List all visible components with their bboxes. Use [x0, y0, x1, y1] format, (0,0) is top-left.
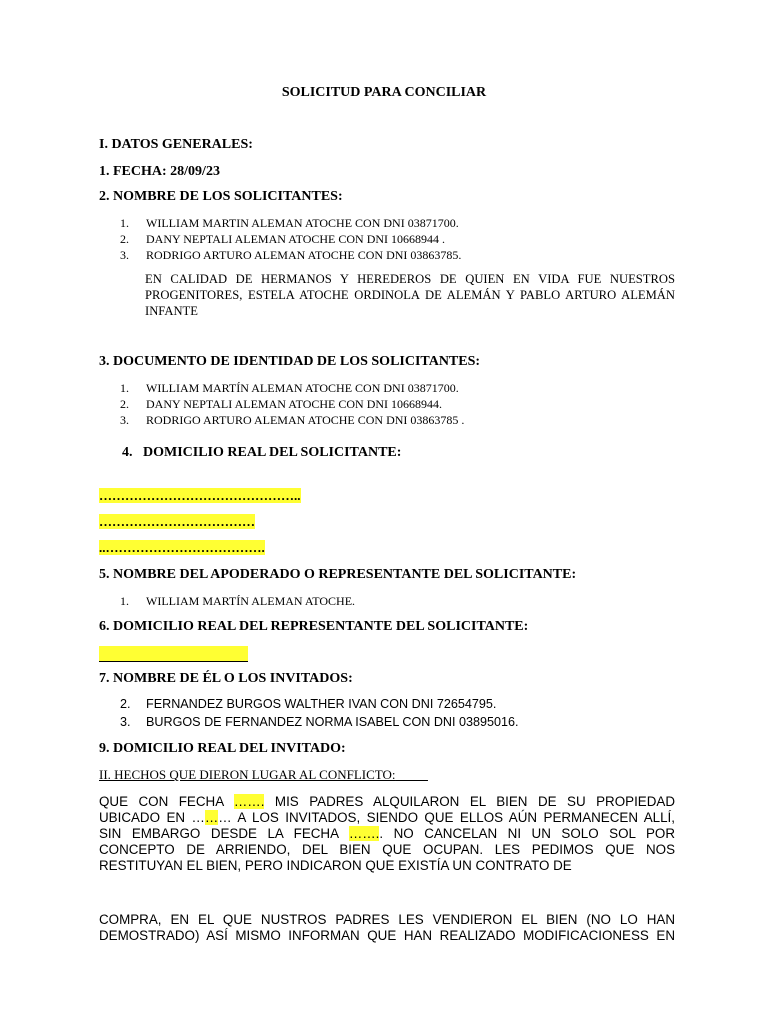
paragraph-line: UBICADO EN ……… A LOS INVITADOS, SIENDO QUE ELLOS AÚN PERMANECEN ALLÍ,	[99, 810, 675, 825]
paragraph-line: QUE CON FECHA ……. MIS PADRES ALQUILARON EL BIEN DE SU PROPIEDAD	[99, 794, 676, 809]
domicilio-blank-line: ..……………………………….	[99, 540, 265, 555]
domicilio-blank-line: ………………………………………..	[99, 488, 301, 503]
document-page: SOLICITUD PARA CONCILIAR I. DATOS GENERALES: 1. FECHA: 28/09/23 2. NOMBRE DE LOS SOLICITANTES: 1. WILLIAM MARTIN ALEMAN ATOCHE CON DNI 03871700. 2. DANY NEPTALI ALEMAN ATOCHE CON DNI 10668944 . 3. RODRIGO ARTURO ALEMAN ATOCHE CON DNI 03863785. EN CALIDAD DE HERMANOS Y HEREDEROS DE QUIEN EN VIDA FUE NUESTROS PROGENITORES, ESTELA ATOCHE ORDINOLA DE ALEMÁN Y PABLO ARTURO ALEMÁN INFANTE 3. DOCUMENTO DE IDENTIDAD DE LOS SOLICITANTES: 1. WILLIAM MARTÍN ALEMAN ATOCHE CON DNI 03871700. 2. DANY NEPTALI ALEMAN ATOCHE CON DNI 10668944. 3. RODRIGO ARTURO ALEMAN ATOCHE CON DNI 03863785 . 4. DOMICILIO REAL DEL SOLICITANTE: ……………………………………….. ……………………………… ..………………………………. 5. NOMBRE DEL APODERADO O REPRESENTANTE DEL SOLICITANTE: 1. WILLIAM MARTÍN ALEMAN ATOCHE. 6. DOMICILIO REAL DEL REPRESENTANTE DEL SOLICITANTE: 7. NOMBRE DE ÉL O LOS INVITADOS: 2. FERNANDEZ BURGOS WALTHER IVAN CON DNI 72654795. 3. BURGOS DE FERNANDEZ NORMA ISABEL CON DNI 03895016. 9. DOMICILIO REAL DEL INVITADO: II. HECHOS QUE DIERON LUGAR AL CONFLICTO: QUE CON FECHA ……. MIS PADRES ALQUILARON EL BIEN DE SU PROPIEDAD UBICADO EN ……… A LOS INVITADOS, SIENDO QUE ELLOS AÚN PERMANECEN ALLÍ, SIN EMBARGO DESDE LA FECHA …….. NO CANCELAN NI UN SOLO SOL POR CONCEPTO DE ARRIENDO, DEL BIEN QUE OCUPAN. LES PEDIMOS QUE NOS RESTITUYAN EL BIEN, PERO INDICARON QUE EXISTÍA UN CONTRATO DE COMPRA, EN EL QUE NUSTROS PADRES LES VENDIERON EL BIEN (NO LO HAN DEMOSTRADO) ASÍ MISMO INFORMAN QUE HAN REALIZADO MODIFICACIONESS EN	[0, 0, 768, 1024]
hechos-heading-text: II. HECHOS QUE DIERON LUGAR AL CONFLICTO:	[99, 767, 396, 782]
blank-highlight: …	[204, 810, 219, 825]
hechos-heading-blank	[395, 767, 428, 782]
hechos-heading	[99, 767, 428, 783]
blank-highlight: …….	[233, 794, 265, 809]
domicilio-solicitante-heading: 4. DOMICILIO REAL DEL SOLICITANTE:	[122, 445, 402, 460]
document-title: SOLICITUD PARA CONCILIAR	[281, 85, 487, 100]
paragraph-line: SIN EMBARGO DESDE LA FECHA …….. NO CANCELAN NI UN SOLO SOL POR	[99, 826, 675, 841]
paragraph-line: COMPRA, EN EL QUE NUSTROS PADRES LES VENDIERON EL BIEN (NO LO HAN	[99, 912, 675, 927]
calidad-paragraph: EN CALIDAD DE HERMANOS Y HEREDEROS DE QUIEN EN VIDA FUE NUESTROS PROGENITORES, ESTELA ATOCHE ORDINOLA DE ALEMÁN Y PABLO ARTURO ALEMÁN INFANTE	[145, 272, 675, 318]
domicilio-representante-blank	[99, 646, 248, 662]
hechos-paragraph-2	[99, 912, 675, 944]
domicilio-blank-line: ………………………………	[99, 514, 255, 529]
invitados-heading: 7. NOMBRE DE ÉL O LOS INVITADOS:	[99, 671, 353, 686]
domicilio-representante-heading: 6. DOMICILIO REAL DEL REPRESENTANTE DEL SOLICITANTE:	[99, 619, 529, 634]
domicilio-invitado-heading: 9. DOMICILIO REAL DEL INVITADO:	[99, 741, 346, 756]
blank-highlight: …….	[348, 826, 380, 841]
section-datos-generales-heading: I. DATOS GENERALES:	[99, 137, 253, 152]
solicitantes-heading: 2. NOMBRE DE LOS SOLICITANTES:	[99, 189, 343, 204]
paragraph-line: RESTITUYAN EL BIEN, PERO INDICARON QUE EXISTÍA UN CONTRATO DE	[99, 858, 572, 873]
hechos-paragraph-1	[99, 794, 675, 874]
fecha-line: 1. FECHA: 28/09/23	[99, 164, 220, 179]
paragraph-line: CONCEPTO DE ARRIENDO, DEL BIEN QUE OCUPAN. LES PEDIMOS QUE NOS	[99, 842, 675, 857]
paragraph-line: DEMOSTRADO) ASÍ MISMO INFORMAN QUE HAN REALIZADO MODIFICACIONESS EN	[99, 928, 675, 943]
documento-identidad-heading: 3. DOCUMENTO DE IDENTIDAD DE LOS SOLICITANTES:	[99, 354, 481, 369]
apoderado-heading: 5. NOMBRE DEL APODERADO O REPRESENTANTE DEL SOLICITANTE:	[99, 567, 577, 582]
